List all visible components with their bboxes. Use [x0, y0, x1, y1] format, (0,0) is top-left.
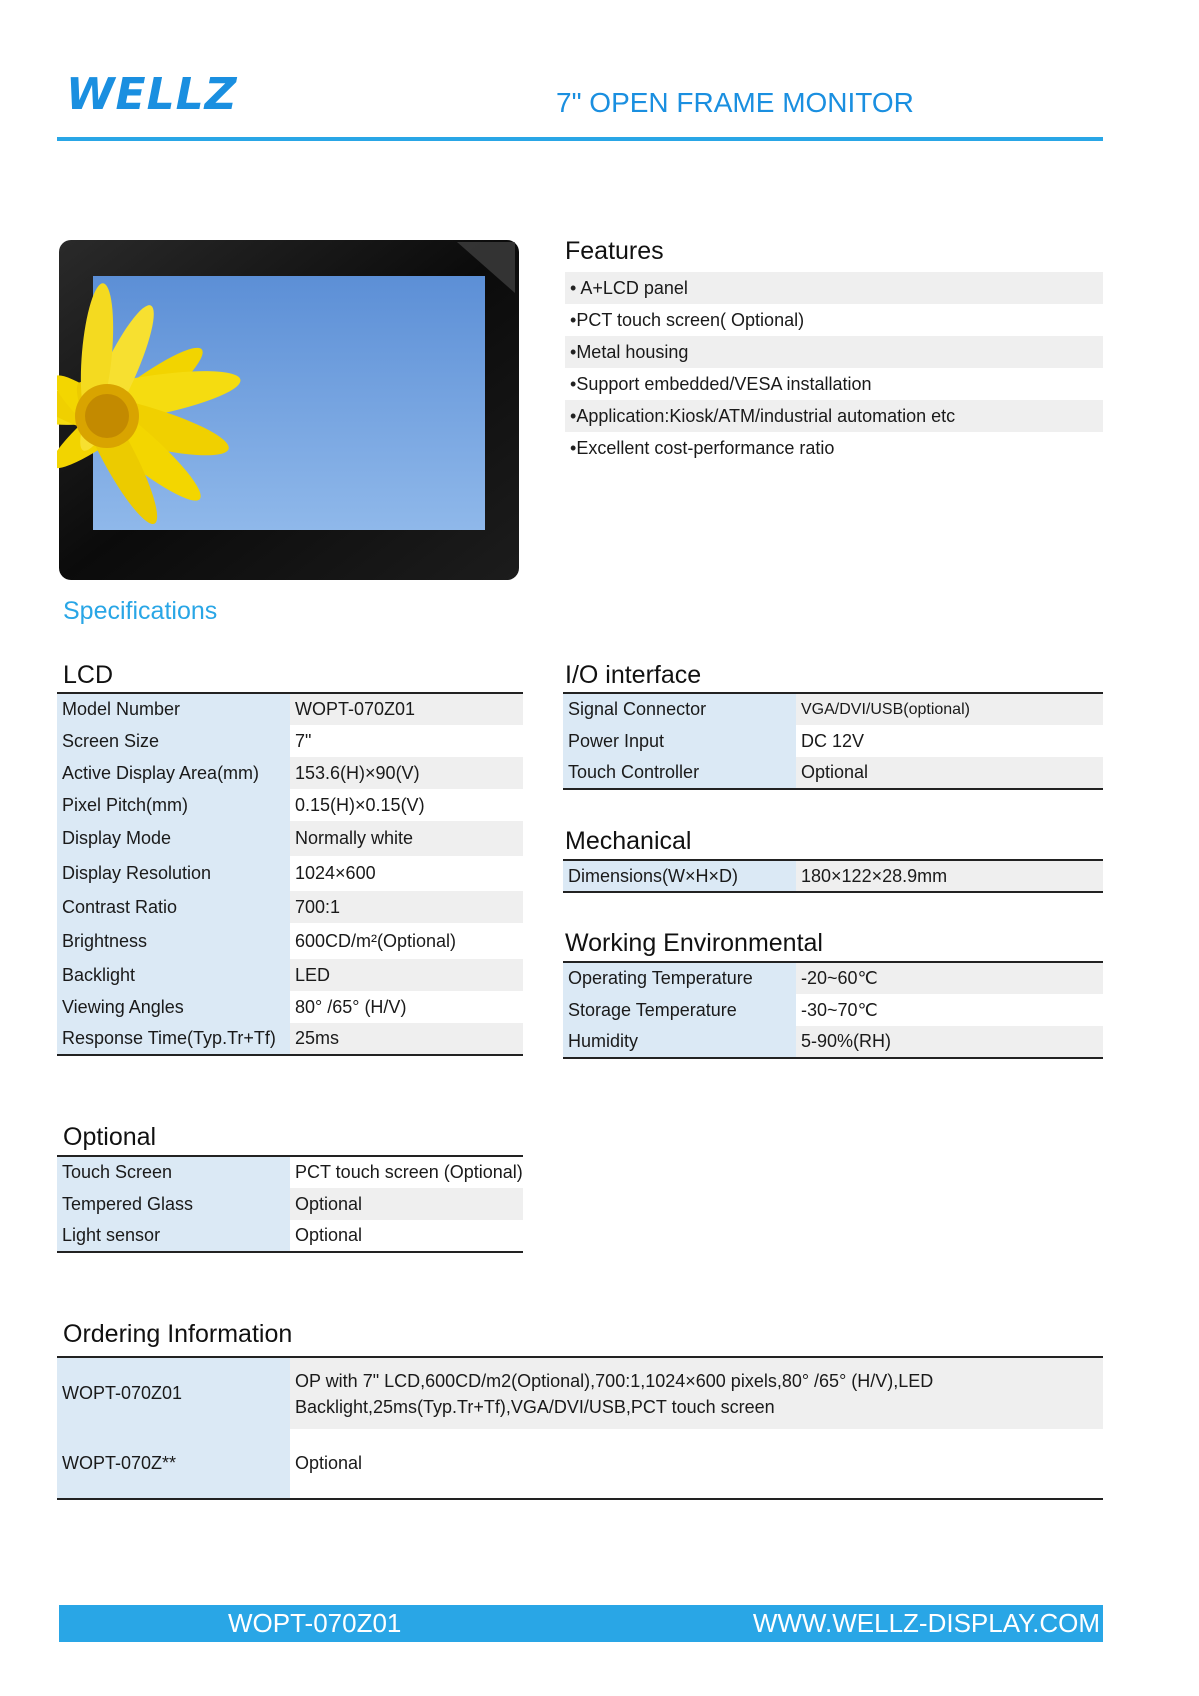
table-row [563, 693, 1103, 725]
spec-key: Signal Connector [563, 693, 796, 725]
spec-key: Response Time(Typ.Tr+Tf) [57, 1023, 290, 1055]
spec-value: 600CD/m²(Optional) [295, 930, 457, 951]
spec-value: 1024×600 [295, 863, 376, 883]
environment-table [563, 961, 1103, 1059]
spec-value: DC 12V [801, 730, 865, 751]
list-item: •Excellent cost-performance ratio [570, 438, 835, 458]
spec-value: Normally white [290, 821, 523, 856]
table-row [563, 994, 1103, 1026]
list-item: •Support embedded/VESA installation [570, 374, 872, 394]
spec-key: Backlight [57, 959, 290, 991]
io-heading: I/O interface [565, 661, 702, 689]
table-row [57, 757, 523, 789]
table-row [57, 891, 523, 923]
spec-key: Storage Temperature [563, 994, 796, 1026]
table-row [57, 959, 523, 991]
table-row [57, 856, 523, 891]
header-divider [57, 137, 1103, 141]
spec-key: Touch Screen [57, 1156, 290, 1188]
spec-key: Touch Controller [563, 757, 796, 789]
mechanical-table [563, 859, 1103, 893]
spec-key: Display Mode [57, 821, 290, 856]
lcd-table [57, 692, 523, 1056]
spec-value: 180×122×28.9mm [796, 860, 1103, 892]
spec-key: Humidity [563, 1026, 796, 1058]
table-row [57, 1429, 1103, 1499]
footer-model-number: WOPT-070Z01 [228, 1608, 402, 1638]
table-row [57, 991, 523, 1023]
spec-value: Optional [295, 1225, 363, 1245]
spec-value: 153.6(H)×90(V) [290, 757, 523, 789]
spec-key: Model Number [57, 693, 290, 725]
table-row [57, 1156, 523, 1188]
spec-key: Contrast Ratio [57, 891, 290, 923]
order-description-line: OP with 7" LCD,600CD/m2(Optional),700:1,1024×600 pixels,80° /65° (H/V),LED [295, 1370, 934, 1391]
list-item: •Application:Kiosk/ATM/industrial automation etc [565, 400, 1103, 432]
table-row [57, 1220, 523, 1252]
spec-key: Power Input [563, 725, 796, 757]
brand-logo: WELLZ [66, 69, 238, 120]
spec-key: Display Resolution [57, 856, 290, 891]
features-list [565, 272, 1103, 464]
spec-value: PCT touch screen (Optional) [295, 1162, 523, 1182]
spec-key: Brightness [57, 923, 290, 959]
spec-value: -20~60℃ [796, 962, 1103, 994]
table-row [57, 693, 523, 725]
table-row [57, 1357, 1103, 1429]
spec-value: 700:1 [290, 891, 523, 923]
lcd-heading: LCD [63, 661, 114, 689]
io-table [563, 692, 1103, 790]
optional-heading: Optional [63, 1123, 157, 1151]
spec-value: Optional [796, 757, 1103, 789]
spec-value: 80° /65° (H/V) [295, 996, 407, 1017]
features-heading: Features [565, 237, 664, 265]
table-row [57, 821, 523, 856]
spec-key: Viewing Angles [57, 991, 290, 1023]
table-row [57, 1188, 523, 1220]
order-description: Optional [295, 1453, 363, 1473]
spec-key: Tempered Glass [57, 1188, 290, 1220]
product-image [57, 238, 523, 584]
document-title: 7" OPEN FRAME MONITOR [556, 87, 914, 118]
optional-table [57, 1155, 523, 1253]
table-row [563, 757, 1103, 789]
spec-key: Light sensor [57, 1220, 290, 1252]
order-description-line: Backlight,25ms(Typ.Tr+Tf),VGA/DVI/USB,PCT touch screen [295, 1396, 775, 1417]
order-description [290, 1357, 1103, 1429]
spec-value: 0.15(H)×0.15(V) [295, 794, 425, 815]
list-item: •Metal housing [565, 336, 1103, 368]
table-row [563, 962, 1103, 994]
table-row [563, 860, 1103, 892]
spec-key: Operating Temperature [563, 962, 796, 994]
table-row [57, 923, 523, 959]
spec-key: Dimensions(W×H×D) [563, 860, 796, 892]
specifications-heading: Specifications [63, 597, 218, 625]
spec-value: 5-90%(RH) [796, 1026, 1103, 1058]
spec-value: VGA/DVI/USB(optional) [796, 693, 1103, 725]
spec-value: LED [290, 959, 523, 991]
spec-value: 7" [295, 730, 312, 751]
spec-key: Screen Size [57, 725, 290, 757]
spec-key: Active Display Area(mm) [57, 757, 290, 789]
list-item: • A+LCD panel [565, 272, 1103, 304]
mechanical-heading: Mechanical [565, 827, 692, 855]
table-row [563, 725, 1103, 757]
table-row [57, 789, 523, 821]
spec-value: Optional [290, 1188, 523, 1220]
spec-value: -30~70℃ [801, 999, 878, 1020]
spec-value: WOPT-070Z01 [290, 693, 523, 725]
order-code: WOPT-070Z** [57, 1429, 290, 1499]
footer-website-link[interactable]: WWW.WELLZ-DISPLAY.COM [752, 1608, 1100, 1638]
table-row [57, 725, 523, 757]
spec-key: Pixel Pitch(mm) [57, 789, 290, 821]
table-row [563, 1026, 1103, 1058]
list-item: •PCT touch screen( Optional) [570, 310, 805, 330]
table-row [57, 1023, 523, 1055]
order-code: WOPT-070Z01 [57, 1357, 290, 1429]
ordering-table [57, 1356, 1103, 1500]
environment-heading: Working Environmental [565, 929, 823, 957]
ordering-heading: Ordering Information [63, 1320, 293, 1348]
spec-value: 25ms [290, 1023, 523, 1055]
